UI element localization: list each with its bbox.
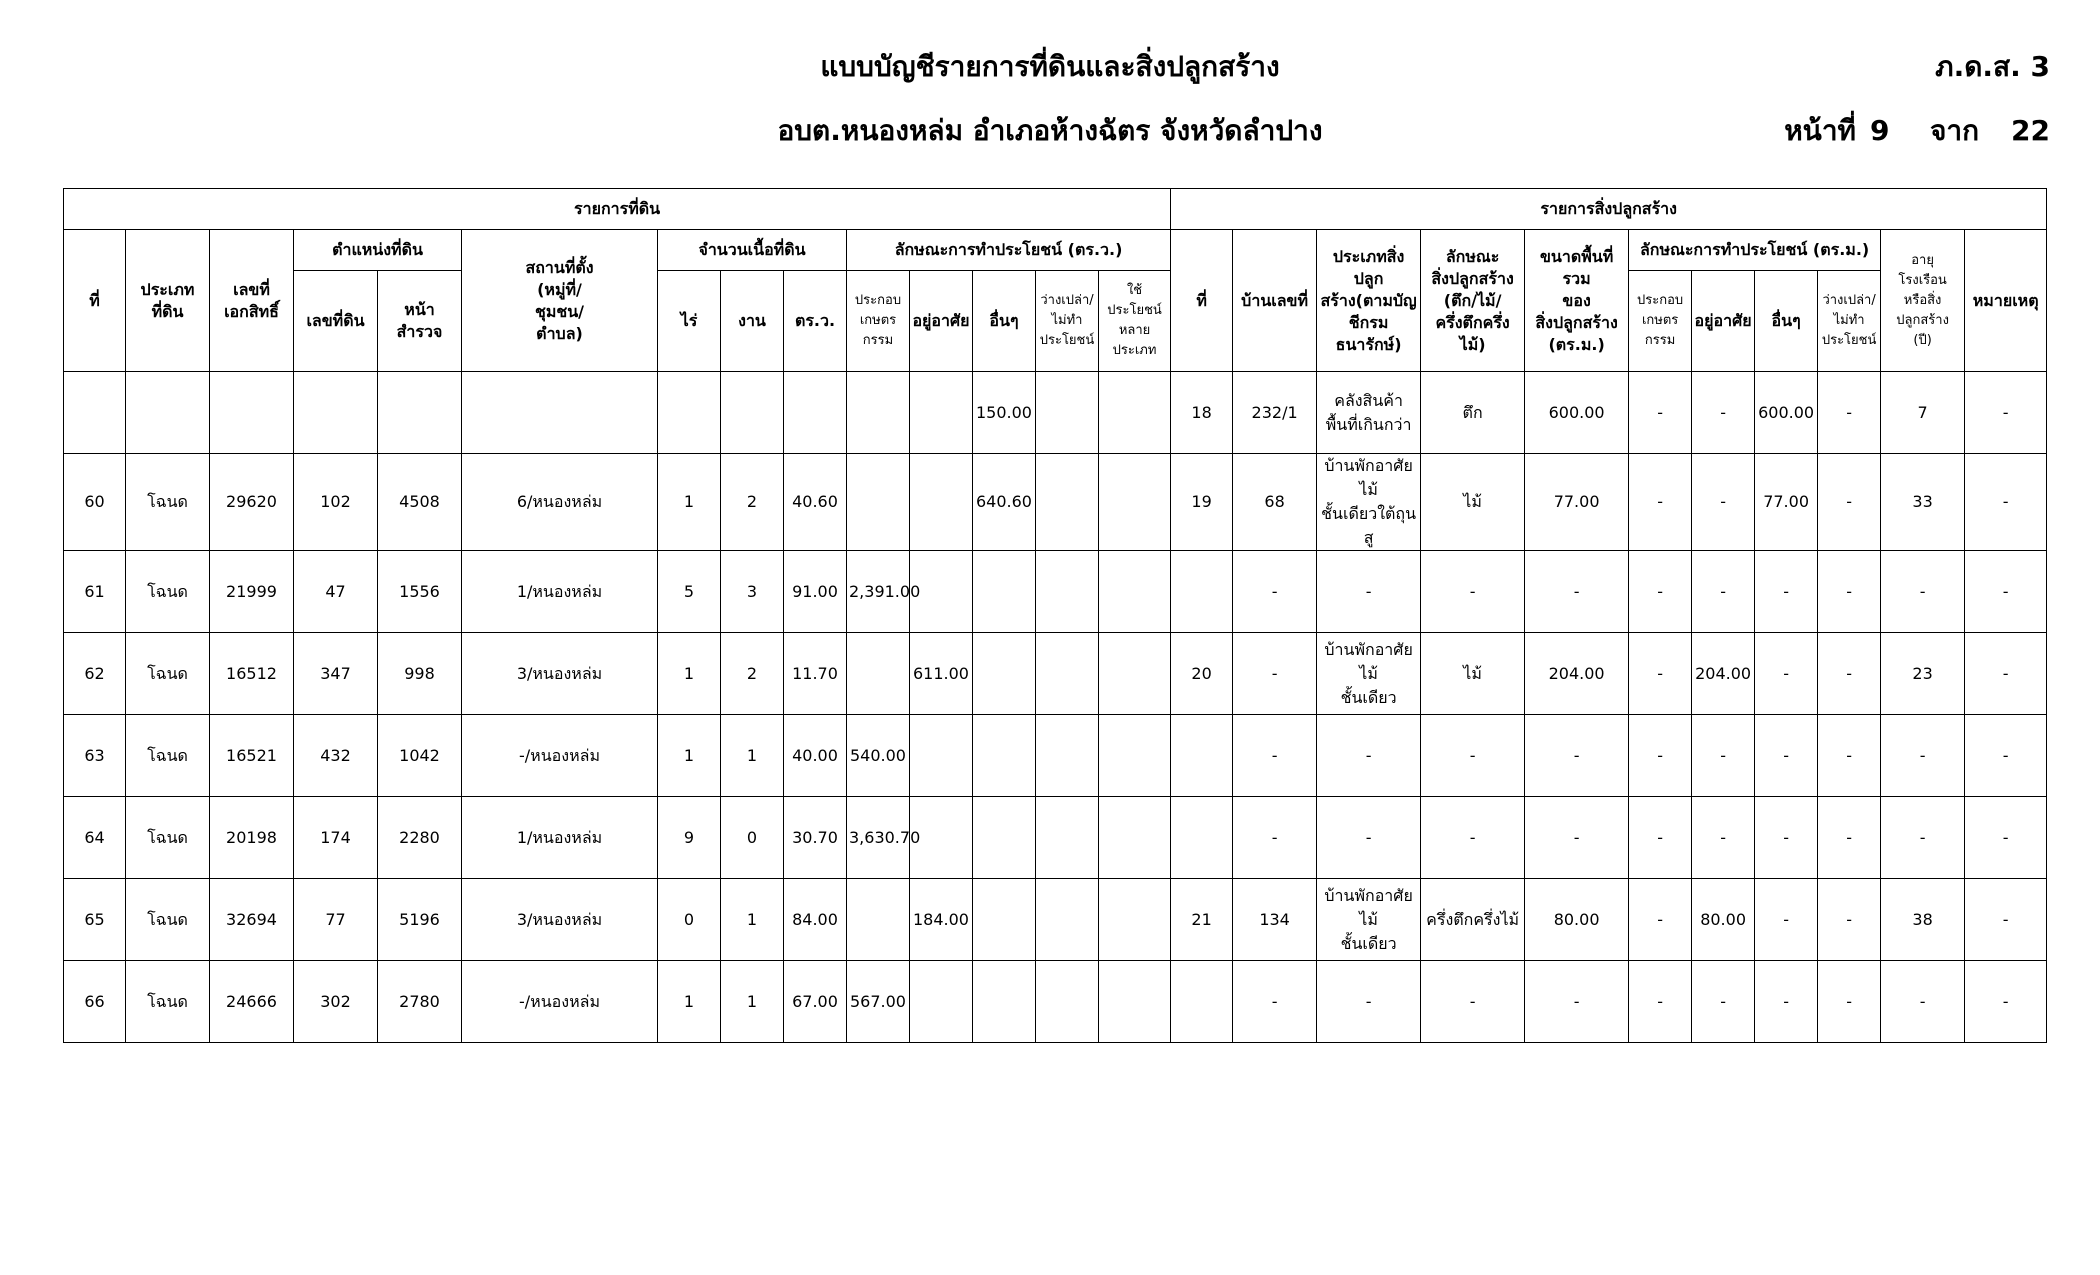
table-cell	[1036, 797, 1099, 879]
table-cell: 33	[1881, 454, 1965, 551]
table-cell: 1556	[378, 551, 462, 633]
table-row	[64, 454, 2047, 551]
table-body	[64, 372, 2047, 1043]
register-table	[63, 188, 2047, 1043]
table-cell: -	[1629, 372, 1692, 454]
table-cell: 150.00	[973, 372, 1036, 454]
col-lu-mixed: ใช้ประโยชน์ หลาย ประเภท	[1099, 271, 1171, 372]
col-house-no: บ้านเลขที่	[1233, 230, 1317, 372]
table-cell	[1099, 551, 1171, 633]
table-cell: 184.00	[910, 879, 973, 961]
table-cell	[1171, 551, 1233, 633]
table-cell: 19	[1171, 454, 1233, 551]
table-cell: 3/หนองหล่ม	[462, 879, 658, 961]
table-cell: 1	[658, 454, 721, 551]
table-cell: -	[1818, 633, 1881, 715]
table-cell: 302	[294, 961, 378, 1043]
table-cell: -	[1818, 961, 1881, 1043]
table-cell: คลังสินค้า พื้นที่เกินกว่า	[1317, 372, 1421, 454]
table-cell: -	[1818, 715, 1881, 797]
table-cell: 600.00	[1525, 372, 1629, 454]
table-cell: -	[1818, 372, 1881, 454]
table-cell: 20198	[210, 797, 294, 879]
total-pages: 22	[2011, 114, 2050, 147]
table-cell	[378, 372, 462, 454]
table-cell: 204.00	[1692, 633, 1755, 715]
table-cell: 2,391.00	[847, 551, 910, 633]
table-cell	[784, 372, 847, 454]
col-land-position: ตำแหน่งที่ดิน	[294, 230, 462, 271]
table-cell	[1099, 797, 1171, 879]
table-cell: โฉนด	[126, 797, 210, 879]
col-land-use: ลักษณะการทำประโยชน์ (ตร.ว.)	[847, 230, 1171, 271]
table-cell	[1099, 961, 1171, 1043]
table-cell: -	[1317, 797, 1421, 879]
table-cell: 80.00	[1525, 879, 1629, 961]
table-cell	[1036, 551, 1099, 633]
table-cell: 174	[294, 797, 378, 879]
col-ngan: งาน	[721, 271, 784, 372]
col-building-age: อายุ โรงเรือน หรือสิ่ง ปลูกสร้าง (ปี)	[1881, 230, 1965, 372]
table-cell: -	[1692, 454, 1755, 551]
col-no: ที่	[64, 230, 126, 372]
table-cell: 62	[64, 633, 126, 715]
table-cell: โฉนด	[126, 551, 210, 633]
building-section-header: รายการสิ่งปลูกสร้าง	[1171, 189, 2047, 230]
table-cell	[1036, 372, 1099, 454]
table-cell	[294, 372, 378, 454]
page-number: 9	[1870, 114, 1890, 147]
col-bu-other: อื่นๆ	[1755, 271, 1818, 372]
table-cell: 63	[64, 715, 126, 797]
col-land-type: ประเภท ที่ดิน	[126, 230, 210, 372]
table-cell	[910, 372, 973, 454]
table-cell: -	[1755, 961, 1818, 1043]
table-cell: 77	[294, 879, 378, 961]
table-cell	[1171, 715, 1233, 797]
table-cell: 567.00	[847, 961, 910, 1043]
table-cell: ไม้	[1421, 454, 1525, 551]
table-cell: 0	[721, 797, 784, 879]
table-cell	[973, 797, 1036, 879]
table-cell	[210, 372, 294, 454]
table-cell: 1/หนองหล่ม	[462, 551, 658, 633]
table-cell: -	[1629, 454, 1692, 551]
table-cell: -	[1755, 633, 1818, 715]
document-title: แบบบัญชีรายการที่ดินและสิ่งปลูกสร้าง	[820, 50, 1280, 83]
table-cell: -	[1629, 879, 1692, 961]
table-row	[64, 961, 2047, 1043]
table-cell: 64	[64, 797, 126, 879]
table-cell: -	[1233, 633, 1317, 715]
table-cell: 23	[1881, 633, 1965, 715]
table-row	[64, 797, 2047, 879]
col-lu-other: อื่นๆ	[973, 271, 1036, 372]
table-cell: 91.00	[784, 551, 847, 633]
table-cell	[910, 454, 973, 551]
table-cell: 2280	[378, 797, 462, 879]
table-row	[64, 715, 2047, 797]
table-cell: -	[1629, 551, 1692, 633]
table-cell: -	[1755, 797, 1818, 879]
table-cell: 1	[721, 879, 784, 961]
col-bu-agri: ประกอบ เกษตร กรรม	[1629, 271, 1692, 372]
table-cell: 4508	[378, 454, 462, 551]
table-cell	[973, 715, 1036, 797]
table-cell: 600.00	[1755, 372, 1818, 454]
table-cell: 66	[64, 961, 126, 1043]
table-cell: 16521	[210, 715, 294, 797]
page-label: หน้าที่	[1784, 114, 1856, 147]
table-cell: 29620	[210, 454, 294, 551]
table-cell	[1099, 633, 1171, 715]
table-cell	[910, 961, 973, 1043]
table-cell	[847, 454, 910, 551]
table-cell: -	[1965, 372, 2047, 454]
col-building-type: ประเภทสิ่งปลูก สร้าง(ตามบัญ ชีกรมธนารักษ์)	[1317, 230, 1421, 372]
table-cell: 38	[1881, 879, 1965, 961]
col-rai: ไร่	[658, 271, 721, 372]
table-cell: 1	[721, 715, 784, 797]
table-cell: -	[1629, 633, 1692, 715]
table-cell: -	[1525, 797, 1629, 879]
table-cell: โฉนด	[126, 961, 210, 1043]
table-cell: 24666	[210, 961, 294, 1043]
table-cell: 40.60	[784, 454, 847, 551]
table-cell	[973, 633, 1036, 715]
table-row	[64, 879, 2047, 961]
table-cell: -	[1525, 551, 1629, 633]
table-cell: -/หนองหล่ม	[462, 961, 658, 1043]
table-cell: -/หนองหล่ม	[462, 715, 658, 797]
table-cell: -	[1317, 551, 1421, 633]
table-cell	[1099, 454, 1171, 551]
table-cell: -	[1881, 715, 1965, 797]
table-cell	[973, 961, 1036, 1043]
col-building-kind: ลักษณะ สิ่งปลูกสร้าง (ตึก/ไม้/ ครึ่งตึกครึ่งไม้)	[1421, 230, 1525, 372]
table-cell: -	[1818, 879, 1881, 961]
document-subtitle: อบต.หนองหล่ม อำเภอห้างฉัตร จังหวัดลำปาง	[777, 114, 1323, 147]
table-cell: 2	[721, 633, 784, 715]
table-cell: -	[1317, 961, 1421, 1043]
table-cell: 18	[1171, 372, 1233, 454]
land-section-header: รายการที่ดิน	[64, 189, 1171, 230]
table-cell: 1	[721, 961, 784, 1043]
table-cell: 2780	[378, 961, 462, 1043]
table-cell: 640.60	[973, 454, 1036, 551]
table-cell: 7	[1881, 372, 1965, 454]
form-code: ภ.ด.ส. 3	[1935, 50, 2050, 83]
table-cell: 134	[1233, 879, 1317, 961]
table-cell: 3/หนองหล่ม	[462, 633, 658, 715]
table-row	[64, 633, 2047, 715]
table-cell: 3	[721, 551, 784, 633]
table-cell: 0	[658, 879, 721, 961]
col-area: จำนวนเนื้อที่ดิน	[658, 230, 847, 271]
table-cell: ครึ่งตึกครึ่งไม้	[1421, 879, 1525, 961]
table-cell: 77.00	[1755, 454, 1818, 551]
table-cell: -	[1421, 961, 1525, 1043]
table-cell: 21	[1171, 879, 1233, 961]
table-cell: 2	[721, 454, 784, 551]
table-cell	[721, 372, 784, 454]
table-cell: 102	[294, 454, 378, 551]
table-cell	[847, 372, 910, 454]
table-cell: -	[1421, 551, 1525, 633]
table-cell: -	[1818, 551, 1881, 633]
table-cell: โฉนด	[126, 715, 210, 797]
table-cell: -	[1692, 797, 1755, 879]
table-cell: -	[1965, 454, 2047, 551]
table-cell: 84.00	[784, 879, 847, 961]
table-cell: -	[1233, 715, 1317, 797]
table-cell	[462, 372, 658, 454]
table-cell: 432	[294, 715, 378, 797]
table-cell: -	[1881, 961, 1965, 1043]
table-cell: 6/หนองหล่ม	[462, 454, 658, 551]
table-cell: -	[1233, 797, 1317, 879]
col-parcel-no: เลขที่ดิน	[294, 271, 378, 372]
table-cell: -	[1965, 879, 2047, 961]
table-cell: 347	[294, 633, 378, 715]
col-lu-vacant: ว่างเปล่า/ ไม่ทำ ประโยชน์	[1036, 271, 1099, 372]
table-cell: 1	[658, 633, 721, 715]
table-cell	[1099, 879, 1171, 961]
table-cell: 60	[64, 454, 126, 551]
table-cell: 68	[1233, 454, 1317, 551]
table-cell: 30.70	[784, 797, 847, 879]
table-cell	[1036, 879, 1099, 961]
table-cell: 9	[658, 797, 721, 879]
table-cell	[973, 879, 1036, 961]
table-cell: 32694	[210, 879, 294, 961]
table-cell: โฉนด	[126, 454, 210, 551]
col-location: สถานที่ตั้ง (หมู่ที่/ ชุมชน/ ตำบล)	[462, 230, 658, 372]
table-cell: -	[1881, 797, 1965, 879]
col-survey-page: หน้า สำรวจ	[378, 271, 462, 372]
col-lu-agri: ประกอบ เกษตร กรรม	[847, 271, 910, 372]
table-cell	[847, 879, 910, 961]
table-cell: โฉนด	[126, 879, 210, 961]
table-row	[64, 372, 2047, 454]
table-cell: 540.00	[847, 715, 910, 797]
table-cell: 77.00	[1525, 454, 1629, 551]
of-label: จาก	[1930, 114, 1980, 147]
table-cell: -	[1692, 715, 1755, 797]
table-cell	[1099, 715, 1171, 797]
table-cell: 204.00	[1525, 633, 1629, 715]
table-cell: 998	[378, 633, 462, 715]
col-sqwa: ตร.ว.	[784, 271, 847, 372]
table-cell	[658, 372, 721, 454]
table-cell: 1/หนองหล่ม	[462, 797, 658, 879]
table-cell: -	[1692, 961, 1755, 1043]
table-cell: -	[1421, 797, 1525, 879]
table-cell: ตึก	[1421, 372, 1525, 454]
table-cell	[126, 372, 210, 454]
table-cell: -	[1818, 797, 1881, 879]
table-cell	[847, 633, 910, 715]
table-cell: -	[1965, 715, 2047, 797]
page-indicator	[1784, 114, 2050, 148]
table-cell: -	[1233, 551, 1317, 633]
table-cell: -	[1818, 454, 1881, 551]
col-bu-res: อยู่อาศัย	[1692, 271, 1755, 372]
table-cell: 21999	[210, 551, 294, 633]
table-cell	[1036, 961, 1099, 1043]
table-cell: 80.00	[1692, 879, 1755, 961]
table-cell: 5196	[378, 879, 462, 961]
table-cell	[1036, 633, 1099, 715]
table-cell: 5	[658, 551, 721, 633]
table-cell: บ้านพักอาศัยไม้ ชั้นเดียวใต้ถุนสู	[1317, 454, 1421, 551]
table-cell: 20	[1171, 633, 1233, 715]
table-cell: -	[1233, 961, 1317, 1043]
col-building-use: ลักษณะการทำประโยชน์ (ตร.ม.)	[1629, 230, 1881, 271]
table-cell: ไม้	[1421, 633, 1525, 715]
col-lu-res: อยู่อาศัย	[910, 271, 973, 372]
table-cell: -	[1965, 797, 2047, 879]
table-cell: -	[1881, 551, 1965, 633]
table-cell	[1099, 372, 1171, 454]
table-cell: บ้านพักอาศัยไม้ ชั้นเดียว	[1317, 879, 1421, 961]
table-cell: โฉนด	[126, 633, 210, 715]
table-cell: -	[1755, 551, 1818, 633]
table-cell	[1171, 797, 1233, 879]
table-cell: -	[1629, 715, 1692, 797]
table-cell	[1036, 454, 1099, 551]
table-cell: 3,630.70	[847, 797, 910, 879]
table-cell: -	[1421, 715, 1525, 797]
table-cell: -	[1525, 961, 1629, 1043]
table-cell: บ้านพักอาศัยไม้ ชั้นเดียว	[1317, 633, 1421, 715]
table-cell: 1	[658, 715, 721, 797]
table-cell: -	[1965, 961, 2047, 1043]
table-cell: -	[1525, 715, 1629, 797]
table-cell: 1042	[378, 715, 462, 797]
table-cell	[1036, 715, 1099, 797]
table-cell: 1	[658, 961, 721, 1043]
table-cell: 65	[64, 879, 126, 961]
col-bu-vacant: ว่างเปล่า/ ไม่ทำ ประโยชน์	[1818, 271, 1881, 372]
table-row	[64, 551, 2047, 633]
table-cell: -	[1317, 715, 1421, 797]
table-cell	[64, 372, 126, 454]
table-cell: 61	[64, 551, 126, 633]
table-cell: -	[1692, 551, 1755, 633]
col-remark: หมายเหตุ	[1965, 230, 2047, 372]
table-cell: 11.70	[784, 633, 847, 715]
table-cell: 40.00	[784, 715, 847, 797]
col-building-no: ที่	[1171, 230, 1233, 372]
table-cell: -	[1629, 961, 1692, 1043]
table-cell: -	[1629, 797, 1692, 879]
table-cell: -	[1965, 633, 2047, 715]
table-cell: -	[1755, 879, 1818, 961]
table-cell	[1171, 961, 1233, 1043]
table-cell: 611.00	[910, 633, 973, 715]
col-deed-no: เลขที่ เอกสิทธิ์	[210, 230, 294, 372]
table-cell: 16512	[210, 633, 294, 715]
table-cell: -	[1692, 372, 1755, 454]
table-cell: -	[1755, 715, 1818, 797]
table-cell: -	[1965, 551, 2047, 633]
table-cell: 232/1	[1233, 372, 1317, 454]
table-cell: 67.00	[784, 961, 847, 1043]
table-cell	[910, 715, 973, 797]
table-cell: 47	[294, 551, 378, 633]
col-building-area: ขนาดพื้นที่รวม ของ สิ่งปลูกสร้าง (ตร.ม.)	[1525, 230, 1629, 372]
table-cell	[973, 551, 1036, 633]
